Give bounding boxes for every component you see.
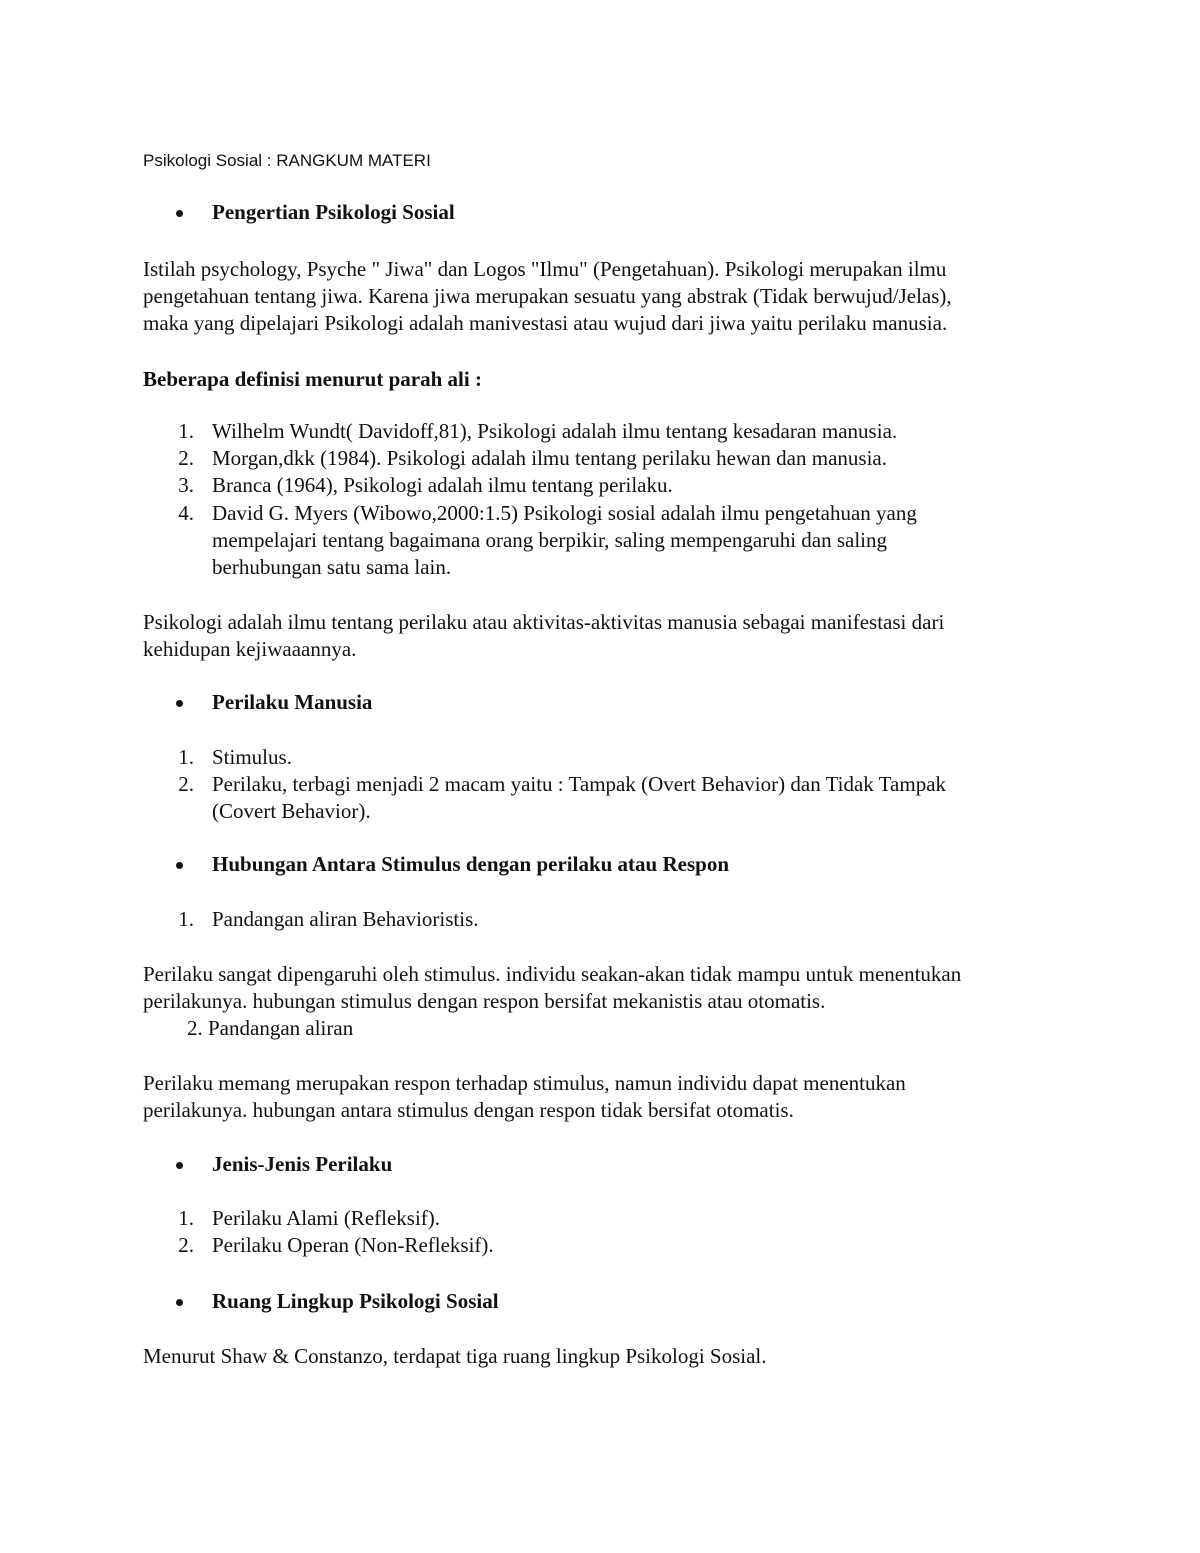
list-item-continuation: berhubungan satu sama lain. (212, 555, 452, 579)
bullet-icon (176, 1162, 183, 1169)
list-number: 1. (178, 745, 194, 769)
section-heading-hubungan: Hubungan Antara Stimulus dengan perilaku atau Respon (212, 852, 729, 876)
paragraph-line: Istilah psychology, Psyche " Jiwa" dan Logos "Ilmu" (Pengetahuan). Psikologi merupakan ilmu (143, 257, 947, 281)
definitions-title: Beberapa definisi menurut parah ali : (143, 367, 482, 391)
list-number: 3. (178, 473, 194, 497)
section-heading-pengertian: Pengertian Psikologi Sosial (212, 200, 455, 224)
list-item: David G. Myers (Wibowo,2000:1.5) Psikologi sosial adalah ilmu pengetahuan yang (212, 501, 917, 525)
paragraph-line: Perilaku memang merupakan respon terhadap stimulus, namun individu dapat menentukan (143, 1071, 906, 1095)
paragraph-line: perilakunya. hubungan stimulus dengan respon bersifat mekanistis atau otomatis. (143, 989, 826, 1013)
list-number: 4. (178, 501, 194, 525)
paragraph-line: kehidupan kejiwaaannya. (143, 637, 357, 661)
list-item-continuation: (Covert Behavior). (212, 799, 371, 823)
section-heading-perilaku-manusia: Perilaku Manusia (212, 690, 373, 714)
list-number: 2. (178, 446, 194, 470)
paragraph-line: Psikologi adalah ilmu tentang perilaku atau aktivitas-aktivitas manusia sebagai manifestasi dari (143, 610, 945, 634)
list-number: 1. (178, 907, 194, 931)
list-item: 2. Pandangan aliran (187, 1016, 354, 1040)
list-item: Perilaku, terbagi menjadi 2 macam yaitu : Tampak (Overt Behavior) dan Tidak Tampak (212, 772, 947, 796)
section-heading-jenis-perilaku: Jenis-Jenis Perilaku (212, 1152, 393, 1176)
list-item-continuation: mempelajari tentang bagaimana orang berpikir, saling mempengaruhi dan saling (212, 528, 888, 552)
bullet-icon (176, 700, 183, 707)
paragraph-line: maka yang dipelajari Psikologi adalah manivestasi atau wujud dari jiwa yaitu perilaku manusia. (143, 311, 948, 335)
list-item: Stimulus. (212, 745, 292, 769)
bullet-icon (176, 210, 183, 217)
paragraph-line: pengetahuan tentang jiwa. Karena jiwa merupakan sesuatu yang abstrak (Tidak berwujud/Jelas), (143, 284, 952, 308)
list-item: Morgan,dkk (1984). Psikologi adalah ilmu tentang perilaku hewan dan manusia. (212, 446, 887, 470)
document-header: Psikologi Sosial : RANGKUM MATERI (143, 151, 431, 170)
list-number: 2. (178, 1233, 194, 1257)
bullet-icon (176, 862, 183, 869)
paragraph-line: Menurut Shaw & Constanzo, terdapat tiga ruang lingkup Psikologi Sosial. (143, 1344, 767, 1368)
paragraph-line: Perilaku sangat dipengaruhi oleh stimulus. individu seakan-akan tidak mampu untuk menentukan (143, 962, 962, 986)
section-heading-ruang-lingkup: Ruang Lingkup Psikologi Sosial (212, 1289, 499, 1313)
paragraph-line: perilakunya. hubungan antara stimulus dengan respon tidak bersifat otomatis. (143, 1098, 794, 1122)
list-item: Perilaku Operan (Non-Refleksif). (212, 1233, 494, 1257)
list-item: Pandangan aliran Behavioristis. (212, 907, 479, 931)
list-number: 2. (178, 772, 194, 796)
list-number: 1. (178, 419, 194, 443)
list-item: Wilhelm Wundt( Davidoff,81), Psikologi adalah ilmu tentang kesadaran manusia. (212, 419, 898, 443)
list-item: Branca (1964), Psikologi adalah ilmu tentang perilaku. (212, 473, 673, 497)
bullet-icon (176, 1299, 183, 1306)
list-number: 1. (178, 1206, 194, 1230)
list-item: Perilaku Alami (Refleksif). (212, 1206, 441, 1230)
